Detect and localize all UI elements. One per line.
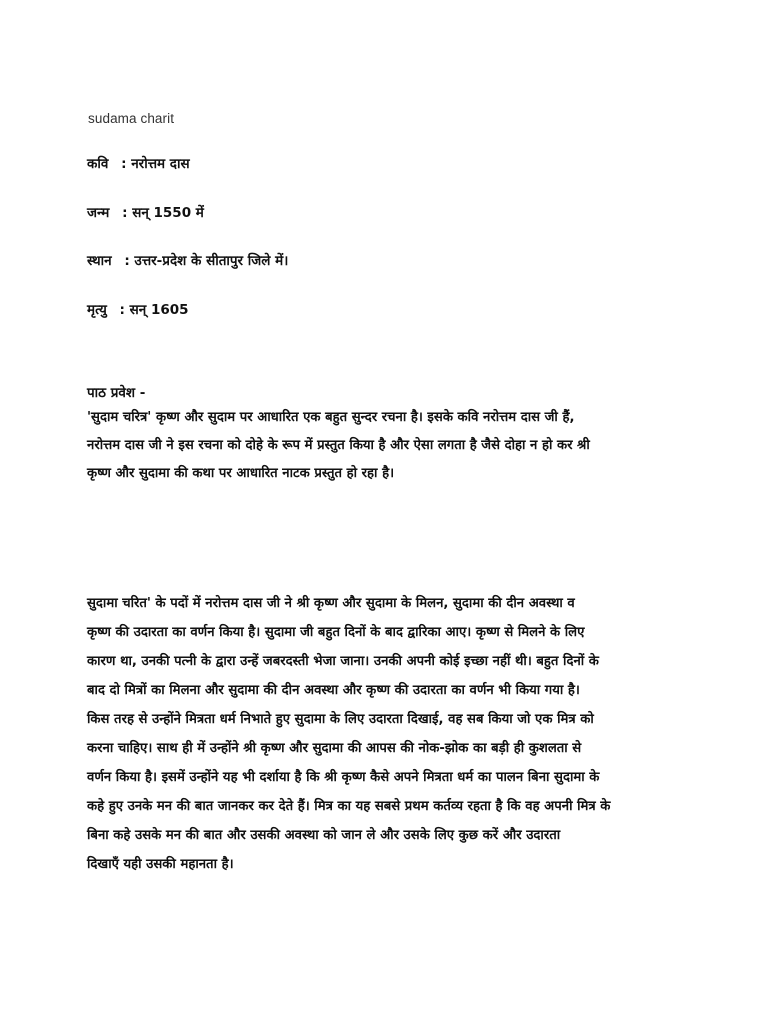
paragraph-line: 'सुदाम चरित्र' कृष्ण और सुदाम पर आधारित एक बहुत सुन्दर रचना है। इसके कवि नरोत्तम दास जी हैं, — [87, 410, 575, 425]
paragraph-line: कृष्ण और सुदामा की कथा पर आधारित नाटक प्रस्तुत हो रहा है। — [87, 466, 395, 481]
section-heading: पाठ प्रवेश - — [87, 385, 146, 401]
paragraph-line: दिखाएँ यही उसकी महानता है। — [87, 857, 234, 872]
paragraph-line: वर्णन किया है। इसमें उन्होंने यह भी दर्शाया है कि श्री कृष्ण कैसे अपने मित्रता धर्म का पालन बिना सुदामा के — [87, 770, 600, 785]
paragraph-line: किस तरह से उन्होंने मित्रता धर्म निभाते हुए सुदामा के लिए उदारता दिखाई, वह सब किया जो एक मित्र को — [87, 712, 594, 727]
paragraph-line: बाद दो मित्रों का मिलना और सुदामा की दीन अवस्था और कृष्ण की उदारता का वर्णन भी किया गया है। — [87, 683, 580, 698]
paragraph-line: नरोत्तम दास जी ने इस रचना को दोहे के रूप में प्रस्तुत किया है और ऐसा लगता है जैसे दोहा न हो कर श्री — [87, 438, 590, 453]
document-title: sudama charit — [88, 111, 175, 126]
field-place — [87, 251, 288, 269]
field-separator: : — [124, 253, 130, 269]
field-label: मृत्यु — [87, 302, 107, 318]
field-birth — [87, 203, 204, 221]
paragraph-line: कृष्ण की उदारता का वर्णन किया है। सुदामा जी बहुत दिनों के बाद द्वारिका आए। कृष्ण से मिलने के लिए — [87, 625, 585, 640]
paragraph-line: कहे हुए उनके मन की बात जानकर कर देते हैं। मित्र का यह सबसे प्रथम कर्तव्य रहता है कि वह अपनी मित्र के — [87, 799, 611, 814]
paragraph-line: सुदामा चरित' के पदों में नरोत्तम दास जी ने श्री कृष्ण और सुदामा के मिलन, सुदामा की दीन अवस्था व — [87, 596, 575, 611]
field-poet — [87, 154, 190, 172]
field-death — [87, 300, 189, 318]
field-value: सन् 1605 — [129, 302, 189, 318]
field-value: सन् 1550 में — [132, 205, 204, 221]
paragraph-line: कारण था, उनकी पत्नी के द्वारा उन्हें जबरदस्ती भेजा जाना। उनकी अपनी कोई इच्छा नहीं थी। बहुत दिनों के — [87, 654, 599, 669]
field-separator: : — [122, 205, 128, 221]
field-label: स्थान — [87, 253, 112, 269]
paragraph-line: करना चाहिए। साथ ही में उन्होंने श्री कृष्ण और सुदामा की आपस की नोक-झोक का बड़ी ही कुशलता से — [87, 741, 582, 756]
field-separator: : — [119, 302, 125, 318]
field-separator: : — [121, 156, 127, 172]
paragraph-line: बिना कहे उसके मन की बात और उसकी अवस्था को जान ले और उसके लिए कुछ करें और उदारता — [87, 828, 561, 843]
field-value: उत्तर-प्रदेश के सीतापुर जिले में। — [134, 253, 289, 269]
field-label: जन्म — [87, 205, 110, 221]
field-label: कवि — [87, 156, 109, 172]
field-value: नरोत्तम दास — [131, 156, 190, 172]
